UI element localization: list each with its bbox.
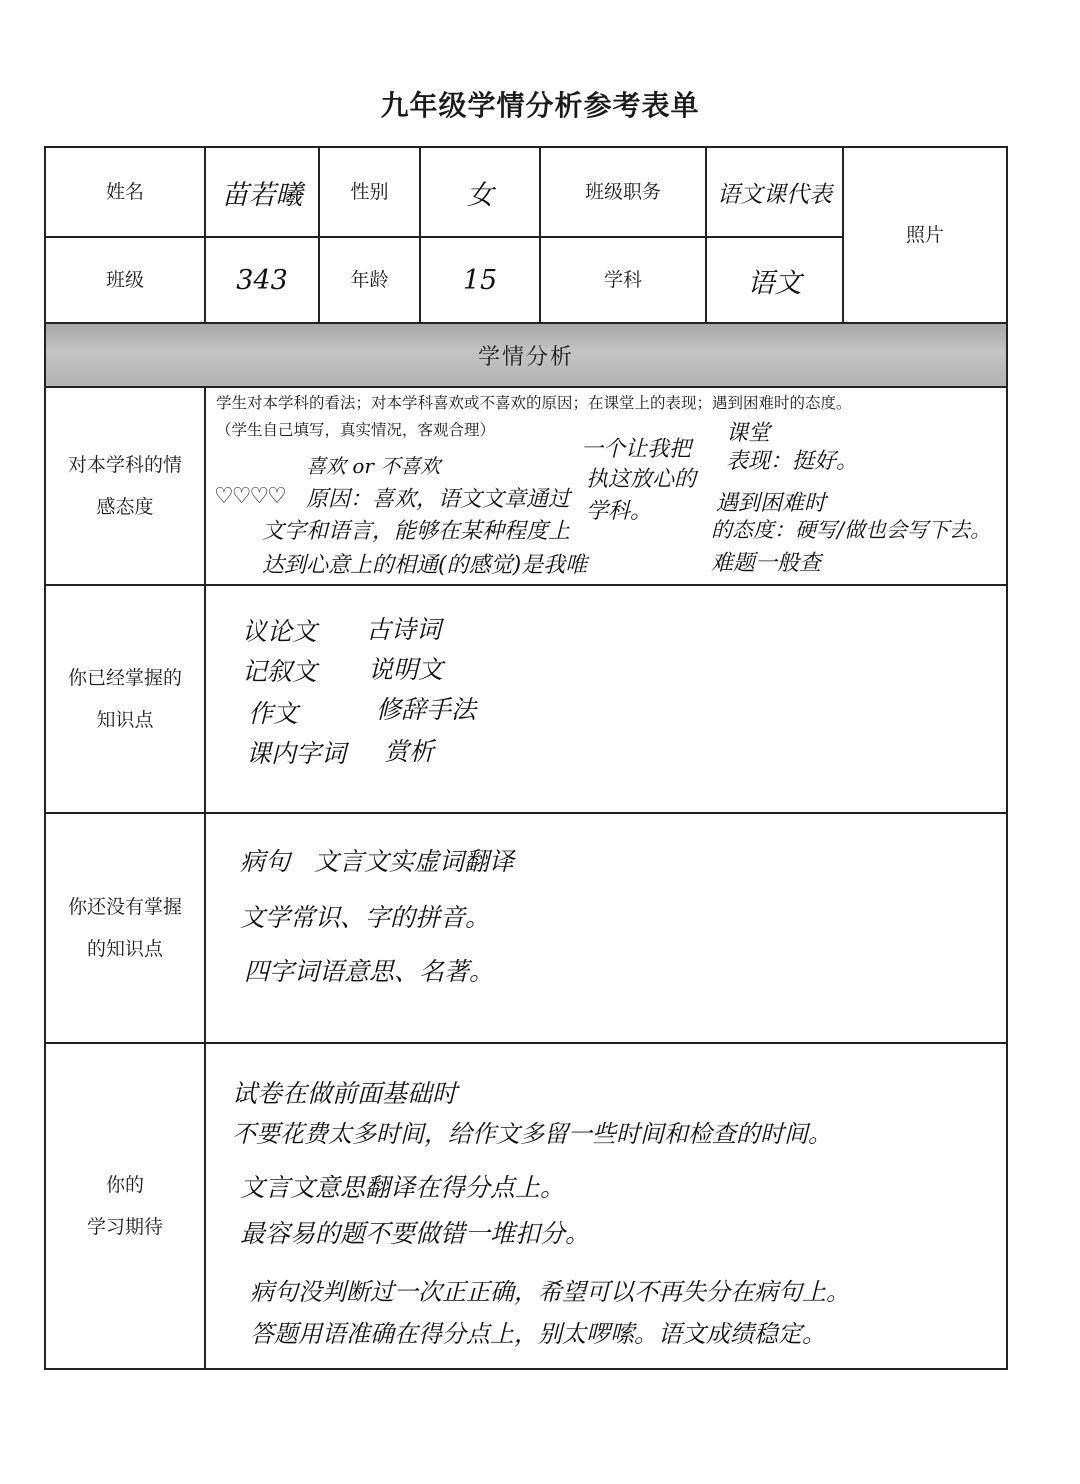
mastered-item: 古诗词 <box>366 615 442 644</box>
attitude-hw-line: 学科。 <box>586 499 653 524</box>
class-value: 343 <box>205 237 319 323</box>
duty-label: 班级职务 <box>540 147 706 237</box>
not-mastered-row <box>45 813 1007 1043</box>
header-row-1 <box>45 147 1007 237</box>
expectation-line: 文言文意思翻译在得分点上。 <box>240 1173 566 1202</box>
mastered-item: 赏析 <box>384 737 435 766</box>
mastered-label <box>45 585 205 813</box>
attitude-label <box>45 387 205 585</box>
not-mastered-line: 四字词语意思、名著。 <box>244 957 495 986</box>
not-mastered-line: 文学常识、字的拼音。 <box>240 903 491 932</box>
expectation-line: 答题用语准确在得分点上，别太啰嗦。语文成绩稳定。 <box>250 1320 826 1348</box>
expectation-line: 不要花费太多时间，给作文多留一些时间和检查的时间。 <box>232 1120 832 1148</box>
attitude-content <box>205 387 1007 585</box>
not-mastered-label <box>45 813 205 1043</box>
age-label: 年龄 <box>319 237 420 323</box>
expectation-label-line1: 你的 <box>105 1174 144 1196</box>
subject-label: 学科 <box>540 237 706 323</box>
expectation-label-line2: 学习期待 <box>86 1216 163 1238</box>
expectation-line: 试卷在做前面基础时 <box>232 1079 458 1108</box>
attitude-hw-line: 遇到困难时 <box>716 491 827 516</box>
mastered-item: 修辞手法 <box>376 695 477 724</box>
gender-value: 女 <box>420 147 540 237</box>
attitude-row <box>45 387 1007 585</box>
page-title: 九年级学情分析参考表单 <box>380 89 700 122</box>
analysis-form <box>44 146 1008 1370</box>
expectation-content <box>205 1043 1007 1369</box>
mastered-item: 作文 <box>248 699 299 728</box>
mastered-label-line1: 你已经掌握的 <box>67 667 182 689</box>
section-header-row <box>45 323 1007 387</box>
attitude-label-line1: 对本学科的情 <box>67 454 182 476</box>
subject-value: 语文 <box>706 237 843 323</box>
attitude-hw-line: 难题一般查 <box>711 551 822 576</box>
attitude-hw-line: 一个让我把 <box>581 437 692 462</box>
heart-icons: ♡♡♡♡ <box>214 484 285 509</box>
expectation-row <box>45 1043 1007 1369</box>
attitude-prompt-line2: （学生自己填写，真实情况，客观合理） <box>216 421 496 439</box>
attitude-hw-line: 课堂 <box>726 421 771 446</box>
mastered-label-line2: 知识点 <box>96 709 154 731</box>
attitude-hw-line: 喜欢 or 不喜欢 <box>306 454 441 478</box>
expectation-label <box>45 1043 205 1369</box>
attitude-hw-line: 文字和语言，能够在某种程度上 <box>262 519 571 544</box>
attitude-hw-line: 执这放心的 <box>586 467 697 492</box>
not-mastered-content <box>205 813 1007 1043</box>
attitude-hw-line: 原因：喜欢，语文文章通过 <box>306 487 571 512</box>
mastered-content <box>205 585 1007 813</box>
section-title: 学情分析 <box>45 323 1007 387</box>
mastered-item: 说明文 <box>368 655 444 684</box>
attitude-hw-line: 达到心意上的相通(的感觉)是我唯 <box>262 553 588 578</box>
photo-box: 照片 <box>843 147 1007 323</box>
attitude-label-line2: 感态度 <box>96 496 154 518</box>
mastered-item: 课内字词 <box>246 739 347 768</box>
mastered-item: 议论文 <box>242 617 318 646</box>
name-label: 姓名 <box>45 147 205 237</box>
gender-label: 性别 <box>319 147 420 237</box>
age-value: 15 <box>420 237 540 323</box>
not-mastered-line: 病句 文言文实虚词翻译 <box>240 847 514 876</box>
class-label: 班级 <box>45 237 205 323</box>
attitude-hw-line: 的态度：硬写/做也会写下去。 <box>711 518 992 542</box>
attitude-prompt-line1: 学生对本学科的看法；对本学科喜欢或不喜欢的原因；在课堂上的表现；遇到困难时的态度。 <box>216 394 852 412</box>
mastered-row <box>45 585 1007 813</box>
not-mastered-label-line2: 的知识点 <box>86 938 163 960</box>
name-value: 苗若曦 <box>205 147 319 237</box>
attitude-hw-line: 表现：挺好。 <box>726 449 859 474</box>
expectation-line: 病句没判断过一次正正确，希望可以不再失分在病句上。 <box>250 1278 850 1306</box>
expectation-line: 最容易的题不要做错一堆扣分。 <box>240 1219 591 1248</box>
mastered-item: 记叙文 <box>242 657 318 686</box>
not-mastered-label-line1: 你还没有掌握 <box>67 896 182 918</box>
duty-value: 语文课代表 <box>706 147 843 237</box>
